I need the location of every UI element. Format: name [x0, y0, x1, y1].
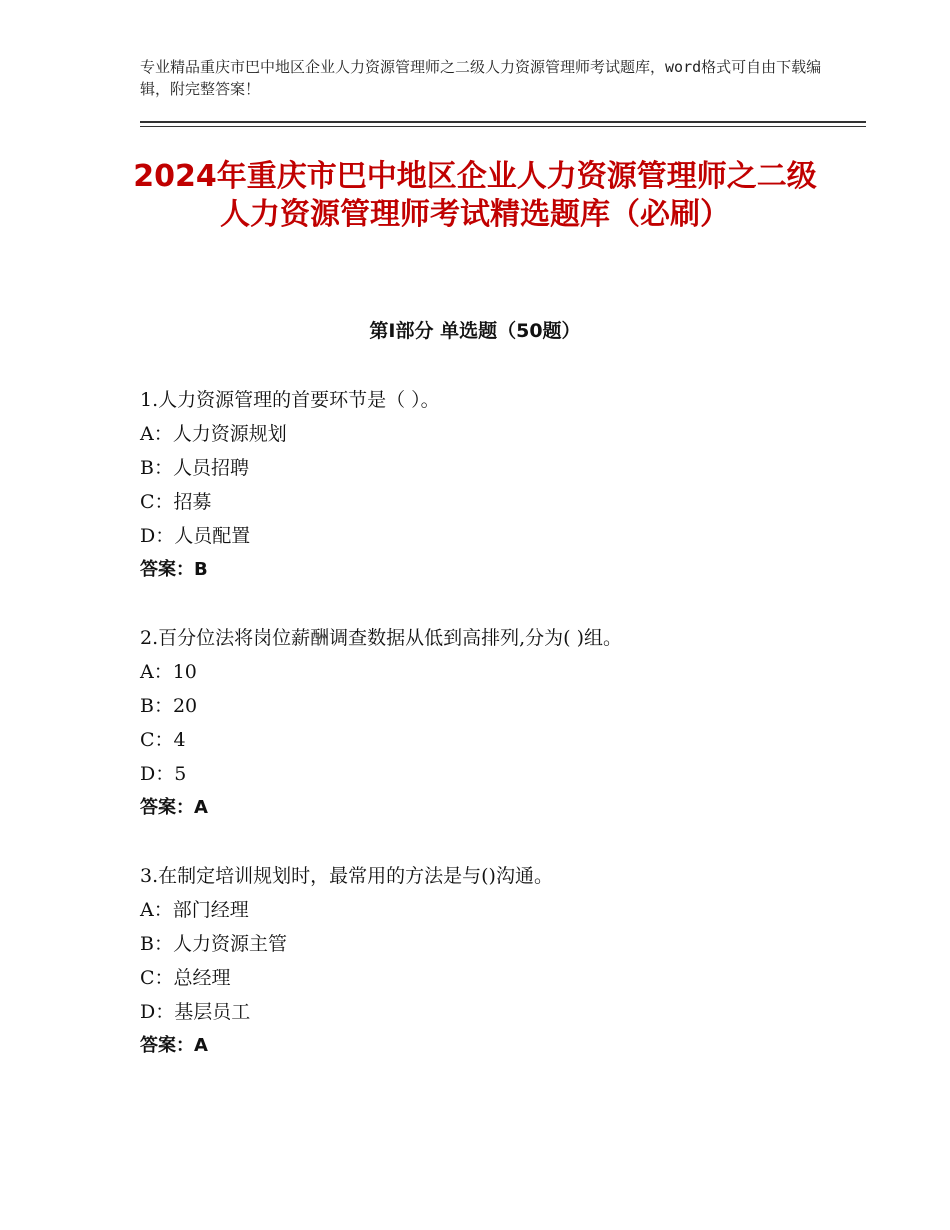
- option-c: C：4: [140, 729, 186, 751]
- section-title: 第Ⅰ部分 单选题（50题）: [369, 320, 581, 342]
- header-rule-thin: [140, 126, 866, 127]
- question-3: [140, 859, 840, 1063]
- option-d: D：人员配置: [140, 525, 251, 547]
- document-title: 2024年重庆市巴中地区企业人力资源管理师之二级人力资源管理师考试精选题库（必刷）: [133, 159, 817, 232]
- question-list: [140, 383, 840, 1097]
- question-2: [140, 621, 840, 825]
- answer: 答案：B: [140, 559, 208, 580]
- header-rule-thick: [140, 121, 866, 123]
- option-d: D：基层员工: [140, 1001, 251, 1023]
- question-stem: 2.百分位法将岗位薪酬调查数据从低到高排列,分为( )组。: [140, 627, 623, 649]
- option-a: A：部门经理: [140, 899, 249, 921]
- question-stem: 1.人力资源管理的首要环节是（ ）。: [140, 389, 440, 411]
- option-d: D：5: [140, 763, 187, 785]
- answer: 答案：A: [140, 797, 208, 818]
- option-a: A：人力资源规划: [140, 423, 287, 445]
- option-b: B：20: [140, 695, 198, 717]
- option-b: B：人力资源主管: [140, 933, 287, 955]
- question-1: [140, 383, 840, 587]
- option-a: A：10: [140, 661, 197, 683]
- answer: 答案：A: [140, 1035, 208, 1056]
- option-c: C：招募: [140, 491, 212, 513]
- header-note: 专业精品重庆市巴中地区企业人力资源管理师之二级人力资源管理师考试题库，word格式可自由下载编辑，附完整答案！: [140, 58, 822, 98]
- option-c: C：总经理: [140, 967, 231, 989]
- option-b: B：人员招聘: [140, 457, 249, 479]
- question-stem: 3.在制定培训规划时，最常用的方法是与()沟通。: [140, 865, 553, 887]
